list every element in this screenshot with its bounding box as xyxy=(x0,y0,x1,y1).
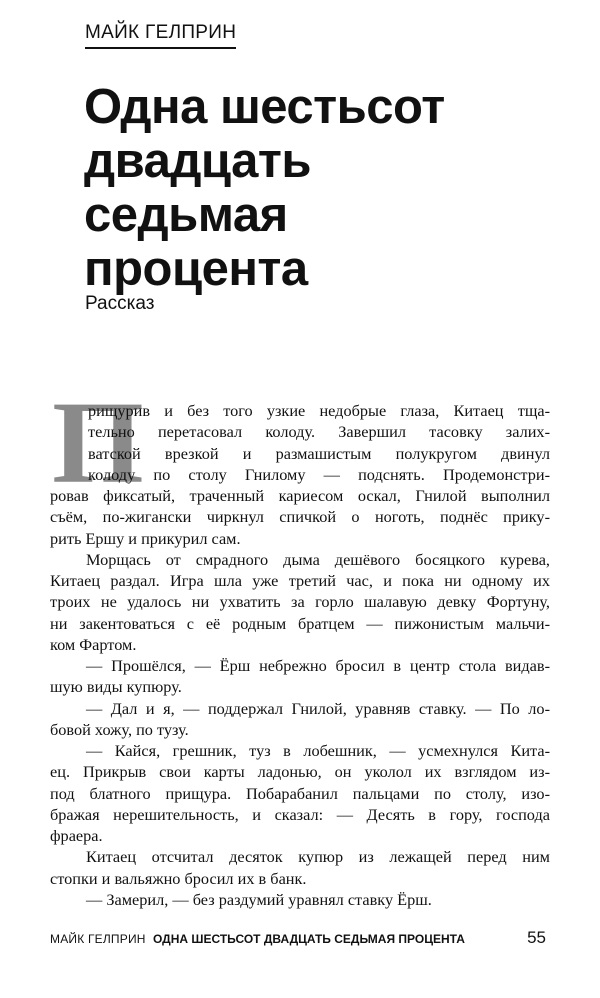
text-line: — Кайся, грешник, туз в лобешник, — усмехнулся Кита- xyxy=(86,741,550,760)
text-line: — Прошёлся, — Ёрш небрежно бросил в центр стола видав- xyxy=(86,656,550,675)
text-line: тельно перетасовал колоду. Завершил тасовку залих- xyxy=(88,422,550,442)
text-line: фраера. xyxy=(50,826,103,845)
text-line: рищурив и без того узкие недобрые глаза, Китаец тща- xyxy=(88,401,550,420)
page-number: 55 xyxy=(527,928,546,947)
footer-title: ОДНА ШЕСТЬСОТ ДВАДЦАТЬ СЕДЬМАЯ ПРОЦЕНТА xyxy=(153,932,465,946)
genre-label: Рассказ xyxy=(85,293,155,314)
text-line: колоду по столу Гнилому — подснять. Продемонстри- xyxy=(88,464,550,484)
text-line: съём, по-жигански чиркнул спичкой о ноготь, поднёс прику- xyxy=(50,507,550,527)
text-line: ком Фартом. xyxy=(50,634,137,654)
text-line: Морщась от смрадного дыма дешёвого босяцкого курева, xyxy=(86,549,550,569)
footer-author: МАЙК ГЕЛПРИН xyxy=(50,932,146,946)
drop-cap: П xyxy=(52,377,144,508)
text-line: троих не удалось ни ухватить за горло шалавую девку Фортуну, xyxy=(50,592,550,612)
text-line: стопки и вальяжно бросил их в банк. xyxy=(50,868,307,888)
text-line: бражая нерешительность, и сказал: — Десять в гору, господа xyxy=(50,804,550,824)
text-line: под блатного прищура. Побарабанил пальцами по столу, изо- xyxy=(50,783,550,803)
text-line: ни закентоваться с её родным братцем — пижонистым мальчи- xyxy=(50,613,550,633)
page-footer xyxy=(50,928,550,947)
text-line: ровав фиксатый, траченный кариесом оскал, Гнилой выполнил xyxy=(50,486,550,505)
title-line: седьмая xyxy=(84,188,288,242)
author-name: МАЙК ГЕЛПРИН xyxy=(85,22,236,49)
text-line: шую виды купюру. xyxy=(50,677,182,697)
text-line: ец. Прикрыв свои карты ладонью, он уколол их взглядом из- xyxy=(50,762,550,782)
story-title xyxy=(84,80,445,296)
text-line: бовой хожу, по тузу. xyxy=(50,719,189,739)
text-line: Китаец отсчитал десяток купюр из лежащей перед ним xyxy=(86,847,550,867)
title-line: двадцать xyxy=(84,134,312,188)
story-text xyxy=(50,400,550,910)
text-line: Китаец раздал. Игра шла уже третий час, и пока ни одному их xyxy=(50,571,550,590)
title-line: процента xyxy=(84,242,308,296)
text-line: ватской врезкой и размашистым полукругом двинул xyxy=(88,443,550,463)
title-line: Одна шестьсот xyxy=(84,80,445,134)
text-line: рить Ершу и прикурил сам. xyxy=(50,528,241,548)
text-line: — Дал и я, — поддержал Гнилой, уравняв ставку. — По ло- xyxy=(86,698,550,718)
text-line: — Замерил, — без раздумий уравнял ставку Ёрш. xyxy=(86,889,432,909)
